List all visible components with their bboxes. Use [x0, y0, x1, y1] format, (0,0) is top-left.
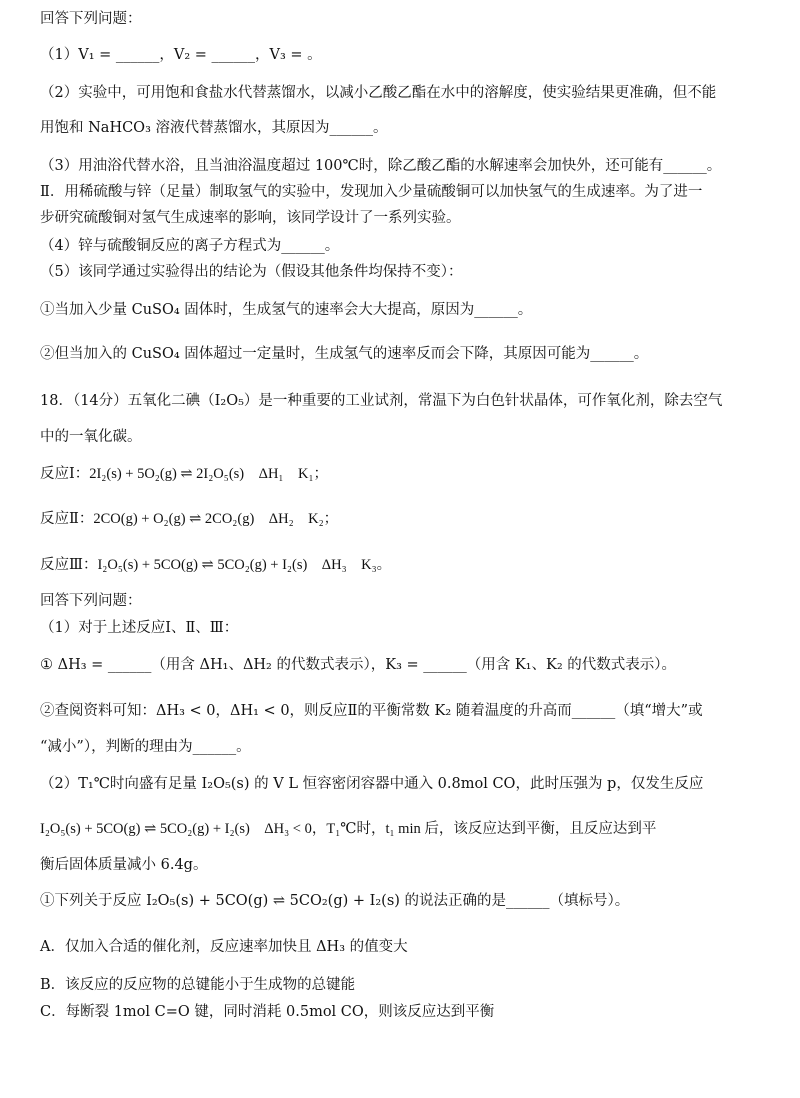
- text-line-1: 回答下列问题：: [40, 11, 142, 27]
- text-line-3: （2）实验中，可用饱和食盐水代替蒸馏水，以减小乙酸乙酯在水中的溶解度，使实验结果更准确，但不能: [40, 85, 717, 101]
- text-line-21: “减小”），判断的理由为______。: [40, 739, 251, 755]
- reaction-2: 反应Ⅱ：2CO(g) + O₂(g) ⇌ 2CO₂(g) ΔH₂ K₂；: [40, 511, 339, 527]
- text-line-2: （1）V₁ = ______，V₂ = ______，V₃ = 。: [40, 47, 322, 63]
- text-line-20: ②查阅资料可知：ΔH₃ < 0，ΔH₁ < 0，则反应Ⅱ的平衡常数 K₂ 随着温度的升高而______（填“增大”或: [40, 703, 703, 719]
- text-line-12: 18．（14分）五氧化二碘（I₂O₅）是一种重要的工业试剂，常温下为白色针状晶体，可作氧化剂，除去空气: [40, 393, 723, 409]
- text-line-8: （4）锌与硫酸铜反应的离子方程式为______。: [40, 238, 340, 254]
- text-line-24: 衡后固体质量减小 6.4g。: [40, 857, 208, 873]
- text-line-7: 步研究硫酸铜对氢气生成速率的影响，该同学设计了一系列实验。: [40, 210, 461, 226]
- text-line-4: 用饱和 NaHCO₃ 溶液代替蒸馏水，其原因为______。: [40, 120, 388, 136]
- text-line-10: ①当加入少量 CuSO₄ 固体时，生成氢气的速率会大大提高，原因为______。: [40, 302, 533, 318]
- text-line-9: （5）该同学通过实验得出的结论为（假设其他条件均保持不变）：: [40, 264, 463, 280]
- text-line-11: ②但当加入的 CuSO₄ 固体超过一定量时，生成氢气的速率反而会下降，其原因可能为______。: [40, 346, 649, 362]
- text-line-13: 中的一氧化碳。: [40, 429, 142, 445]
- text-line-23: I₂O₅(s) + 5CO(g) ⇌ 5CO₂(g) + I₂(s) ΔH₃ < 0，T₁℃时，t₁ min 后，该反应达到平衡，且反应达到平: [40, 821, 657, 837]
- text-line-6: Ⅱ．用稀硫酸与锌（足量）制取氢气的实验中，发现加入少量硫酸铜可以加快氢气的生成速率。为了进一: [40, 184, 703, 200]
- reaction-1: 反应Ⅰ：2I₂(s) + 5O₂(g) ⇌ 2I₂O₅(s) ΔH₁ K₁；: [40, 466, 329, 482]
- text-line-25: ①下列关于反应 I₂O₅(s) + 5CO(g) ⇌ 5CO₂(g) + I₂(s) 的说法正确的是______（填标号）。: [40, 893, 630, 909]
- text-line-18: （1）对于上述反应Ⅰ、Ⅱ、Ⅲ：: [40, 620, 239, 636]
- text-line-17: 回答下列问题：: [40, 593, 142, 609]
- text-line-5: （3）用油浴代替水浴，且当油浴温度超过 100℃时，除乙酸乙酯的水解速率会加快外，还可能有______。: [40, 158, 722, 174]
- text-line-19: ① ΔH₃ = ______（用含 ΔH₁、ΔH₂ 的代数式表示），K₃ = ______（用含 K₁、K₂ 的代数式表示）。: [40, 657, 677, 673]
- text-line-22: （2）T₁℃时向盛有足量 I₂O₅(s) 的 V L 恒容密闭容器中通入 0.8mol CO，此时压强为 p，仅发生反应: [40, 776, 704, 792]
- option-b: B．该反应的反应物的总键能小于生成物的总键能: [40, 977, 356, 993]
- option-a: A．仅加入合适的催化剂，反应速率加快且 ΔH₃ 的值变大: [40, 939, 408, 955]
- reaction-3: 反应Ⅲ：I₂O₅(s) + 5CO(g) ⇌ 5CO₂(g) + I₂(s) ΔH₃ K₃。: [40, 557, 392, 573]
- option-c: C．每断裂 1mol C=O 键，同时消耗 0.5mol CO，则该反应达到平衡: [40, 1004, 495, 1020]
